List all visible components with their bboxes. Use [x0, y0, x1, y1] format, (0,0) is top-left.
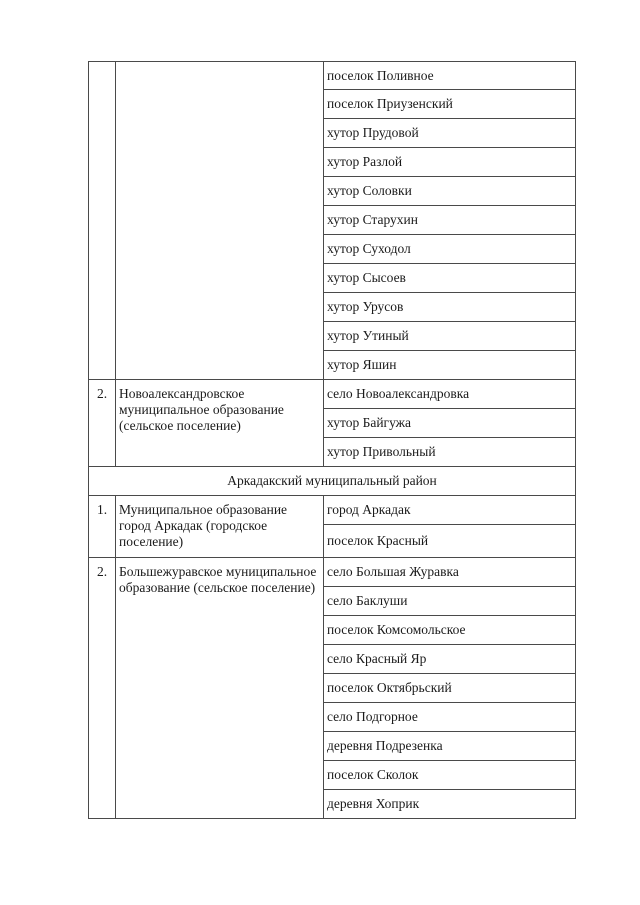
settlement-name: поселок Сколок	[324, 761, 576, 790]
settlement-name: хутор Привольный	[324, 438, 576, 467]
row-number	[89, 62, 116, 380]
settlement-name: хутор Суходол	[324, 235, 576, 264]
settlement-name: хутор Соловки	[324, 177, 576, 206]
settlement-name: хутор Яшин	[324, 351, 576, 380]
row-number: 2.	[89, 380, 116, 467]
settlement-name: хутор Старухин	[324, 206, 576, 235]
municipality-name	[116, 62, 324, 380]
municipality-name: Большежуравское муниципальное образование (сельское поселение)	[116, 558, 324, 819]
settlement-name: село Красный Яр	[324, 645, 576, 674]
table-row	[89, 496, 576, 525]
settlement-name: деревня Подрезенка	[324, 732, 576, 761]
settlement-name: хутор Урусов	[324, 293, 576, 322]
settlement-name: хутор Сысоев	[324, 264, 576, 293]
row-number: 2.	[89, 558, 116, 819]
settlement-name: хутор Прудовой	[324, 119, 576, 148]
settlement-name: поселок Приузенский	[324, 90, 576, 119]
settlement-name: село Подгорное	[324, 703, 576, 732]
settlement-name: хутор Байгужа	[324, 409, 576, 438]
row-number: 1.	[89, 496, 116, 558]
settlement-name: село Новоалександровка	[324, 380, 576, 409]
table-row	[89, 62, 576, 90]
settlement-name: хутор Утиный	[324, 322, 576, 351]
settlement-name: поселок Комсомольское	[324, 616, 576, 645]
settlement-name: село Большая Журавка	[324, 558, 576, 587]
table-row	[89, 380, 576, 409]
settlement-name: город Аркадак	[324, 496, 576, 525]
municipality-name: Муниципальное образование город Аркадак (городское поселение)	[116, 496, 324, 558]
settlement-name: поселок Октябрьский	[324, 674, 576, 703]
table-row	[89, 558, 576, 587]
settlement-name: хутор Разлой	[324, 148, 576, 177]
district-row	[89, 467, 576, 496]
settlement-name: поселок Красный	[324, 525, 576, 558]
settlement-name: поселок Поливное	[324, 62, 576, 90]
settlement-name: село Баклуши	[324, 587, 576, 616]
municipality-name: Новоалександровское муниципальное образование (сельское поселение)	[116, 380, 324, 467]
settlements-table	[88, 61, 576, 819]
settlement-name: деревня Хоприк	[324, 790, 576, 819]
district-heading: Аркадакский муниципальный район	[89, 467, 576, 496]
